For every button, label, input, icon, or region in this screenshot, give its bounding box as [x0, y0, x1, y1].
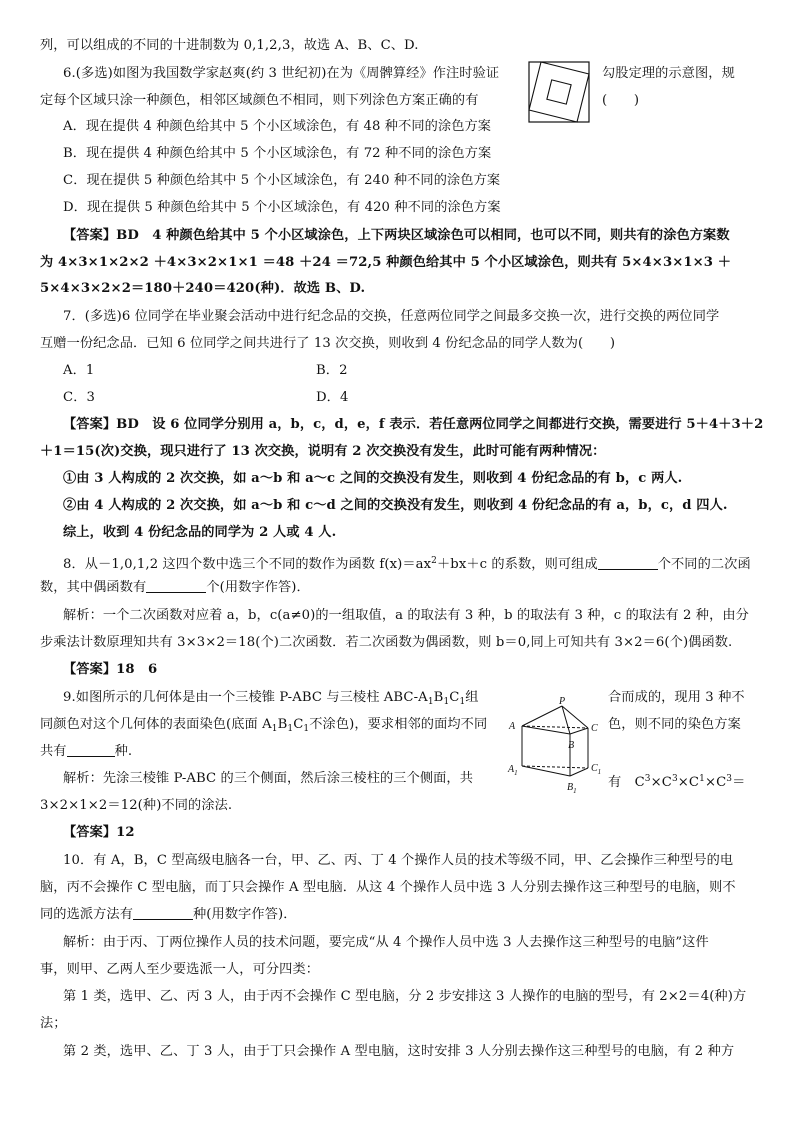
solution-line: 解析：由于丙、丁两位操作人员的技术问题，要完成“从 4 个操作人员中选 3 人去操作这三种型号的电脑”这件 [63, 935, 709, 950]
label-b1: $B_1$ [567, 782, 577, 794]
answer-line: 【答案】12 [63, 825, 135, 840]
question-10-line: 脑，丙不会操作 C 型电脑，而丁只会操作 A 型电脑．从这 4 个操作人员中选 3 人分别去操作这三种型号的电脑，则不 [40, 880, 736, 895]
answer-line: 5×4×3×2×2＝180＋240＝420(种)．故选 B、D. [40, 281, 366, 296]
question-7-line: 7．(多选)6 位同学在毕业聚会活动中进行纪念品的交换，任意两位同学之间最多交换一次，进行交换的两位同学 [63, 309, 720, 324]
prism-pyramid-figure [505, 696, 605, 794]
answer-line: 为 4×3×1×2×2 ＋4×3×2×1×1 ＝48 ＋24 ＝72,5 种颜色给其中 5 个小区域涂色，则共有 5×4×3×1×3 ＋ [40, 255, 732, 270]
option-b: B．现在提供 4 种颜色给其中 5 个小区域涂色，有 72 种不同的涂色方案 [63, 146, 492, 161]
answer-paren: ( ) [602, 93, 640, 108]
answer-line: 【答案】18 6 [63, 662, 158, 677]
solution-line: 事，则甲、乙两人至少要选派一人，可分四类： [40, 962, 320, 977]
option-a: A．现在提供 4 种颜色给其中 5 个小区域涂色，有 48 种不同的涂色方案 [63, 119, 492, 134]
question-6-line-end: 勾股定理的示意图，规 [602, 66, 735, 81]
question-8-line: 数，其中偶函数有 个(用数字作答)． [40, 580, 310, 595]
question-9-line-end: 合而成的，现用 3 种不 [608, 690, 745, 705]
label-c1: $C_1$ [591, 763, 602, 776]
answer-line: ②由 4 人构成的 2 次交换，如 a～b 和 c～d 之间的交换没有发生，则收到 4 份纪念品的有 a，b，c，d 四人. [63, 498, 728, 513]
text-line: 列，可以组成的不同的十进制数为 0,1,2,3，故选 A、B、C、D. [40, 38, 419, 53]
label-c: C [591, 723, 598, 734]
label-a: A [509, 721, 516, 732]
question-6-line: 6.(多选)如图为我国数学家赵爽(约 3 世纪初)在为《周髀算经》作注时验证 [63, 66, 500, 81]
label-a1: $A_1$ [508, 764, 518, 777]
answer-line: ①由 3 人构成的 2 次交换，如 a～b 和 a～c 之间的交换没有发生，则收到 4 份纪念品的有 b，c 两人. [63, 471, 683, 486]
solution-line: 步乘法计数原理知共有 3×3×2＝18(个)二次函数．若二次函数为偶函数，则 b＝0,同上可知共有 3×2＝6(个)偶函数. [40, 635, 733, 650]
question-9-line: 共有 种. [40, 744, 133, 759]
answer-line: 【答案】BD 4 种颜色给其中 5 个小区域涂色，上下两块区域涂色可以相同，也可以不同，则共有的涂色方案数 [63, 228, 730, 243]
solution-line: 解析：一个二次函数对应着 a，b，c(a≠0)的一组取值，a 的取法有 3 种，b 的取法有 3 种，c 的取法有 2 种，由分 [63, 608, 749, 623]
question-10-line: 10．有 A，B，C 型高级电脑各一台，甲、乙、丙、丁 4 个操作人员的技术等级不同，甲、乙会操作三种型号的电 [63, 853, 734, 868]
option-c: C．3 [63, 390, 95, 405]
answer-line: ＋1＝15(次)交换，现只进行了 13 次交换，说明有 2 次交换没有发生，此时可能有两种情况： [40, 444, 606, 459]
question-8-line: 8．从－1,0,1,2 这四个数中选三个不同的数作为函数 $f(x)=ax^2+bx+c$ 的系数，则可组成 个不同的二次函 [63, 556, 751, 572]
option-d: D．现在提供 5 种颜色给其中 5 个小区域涂色，有 420 种不同的涂色方案 [63, 200, 501, 215]
option-b: B．2 [316, 363, 348, 378]
option-c: C．现在提供 5 种颜色给其中 5 个小区域涂色，有 240 种不同的涂色方案 [63, 173, 501, 188]
label-b: B [568, 740, 575, 751]
option-d: D．4 [316, 390, 349, 405]
solution-line: 第 1 类，选甲、乙、丙 3 人，由于丙不会操作 C 型电脑，分 2 步安排这 3 人操作的电脑的型号，有 2×2＝4(种)方 [63, 989, 747, 1004]
solution-line: 3×2×1×2＝12(种)不同的涂法. [40, 798, 233, 813]
solution-line: 第 2 类，选甲、乙、丁 3 人，由于丁只会操作 A 型电脑，这时安排 3 人分别去操作这三种型号的电脑，有 2 种方 [63, 1044, 735, 1059]
answer-line: 【答案】BD 设 6 位同学分别用 a，b，c，d，e，f 表示．若任意两位同学之间都进行交换，需要进行 5＋4＋3＋2 [63, 417, 764, 432]
solution-formula: 有 $C^3\times C^3\times C^1\times C^3=$ [608, 774, 746, 790]
solution-line: 法； [40, 1016, 67, 1031]
question-9-line: 同颜色对这个几何体的表面染色(底面 $A_1B_1C_1$不涂色)，要求相邻的面均不同 [40, 717, 488, 734]
question-6-line: 定每个区域只涂一种颜色，相邻区域颜色不相同，则下列涂色方案正确的有 [40, 93, 479, 108]
solution-line: 解析：先涂三棱锥 P-ABC 的三个侧面，然后涂三棱柱的三个侧面，共 [63, 771, 474, 786]
option-a: A．1 [63, 363, 95, 378]
question-9-line: 9.如图所示的几何体是由一个三棱锥 P-ABC 与三棱柱 ABC-$A_1B_1C_1$组 [63, 690, 479, 707]
label-p: P [559, 696, 566, 707]
answer-line: 综上，收到 4 份纪念品的同学为 2 人或 4 人. [63, 525, 337, 540]
question-9-line-end: 色，则不同的染色方案 [608, 717, 741, 732]
question-10-line: 同的选派方法有 种(用数字作答)． [40, 907, 297, 922]
question-7-line: 互赠一份纪念品．已知 6 位同学之间共进行了 13 次交换，则收到 4 份纪念品的同学人数为( ) [40, 336, 616, 351]
